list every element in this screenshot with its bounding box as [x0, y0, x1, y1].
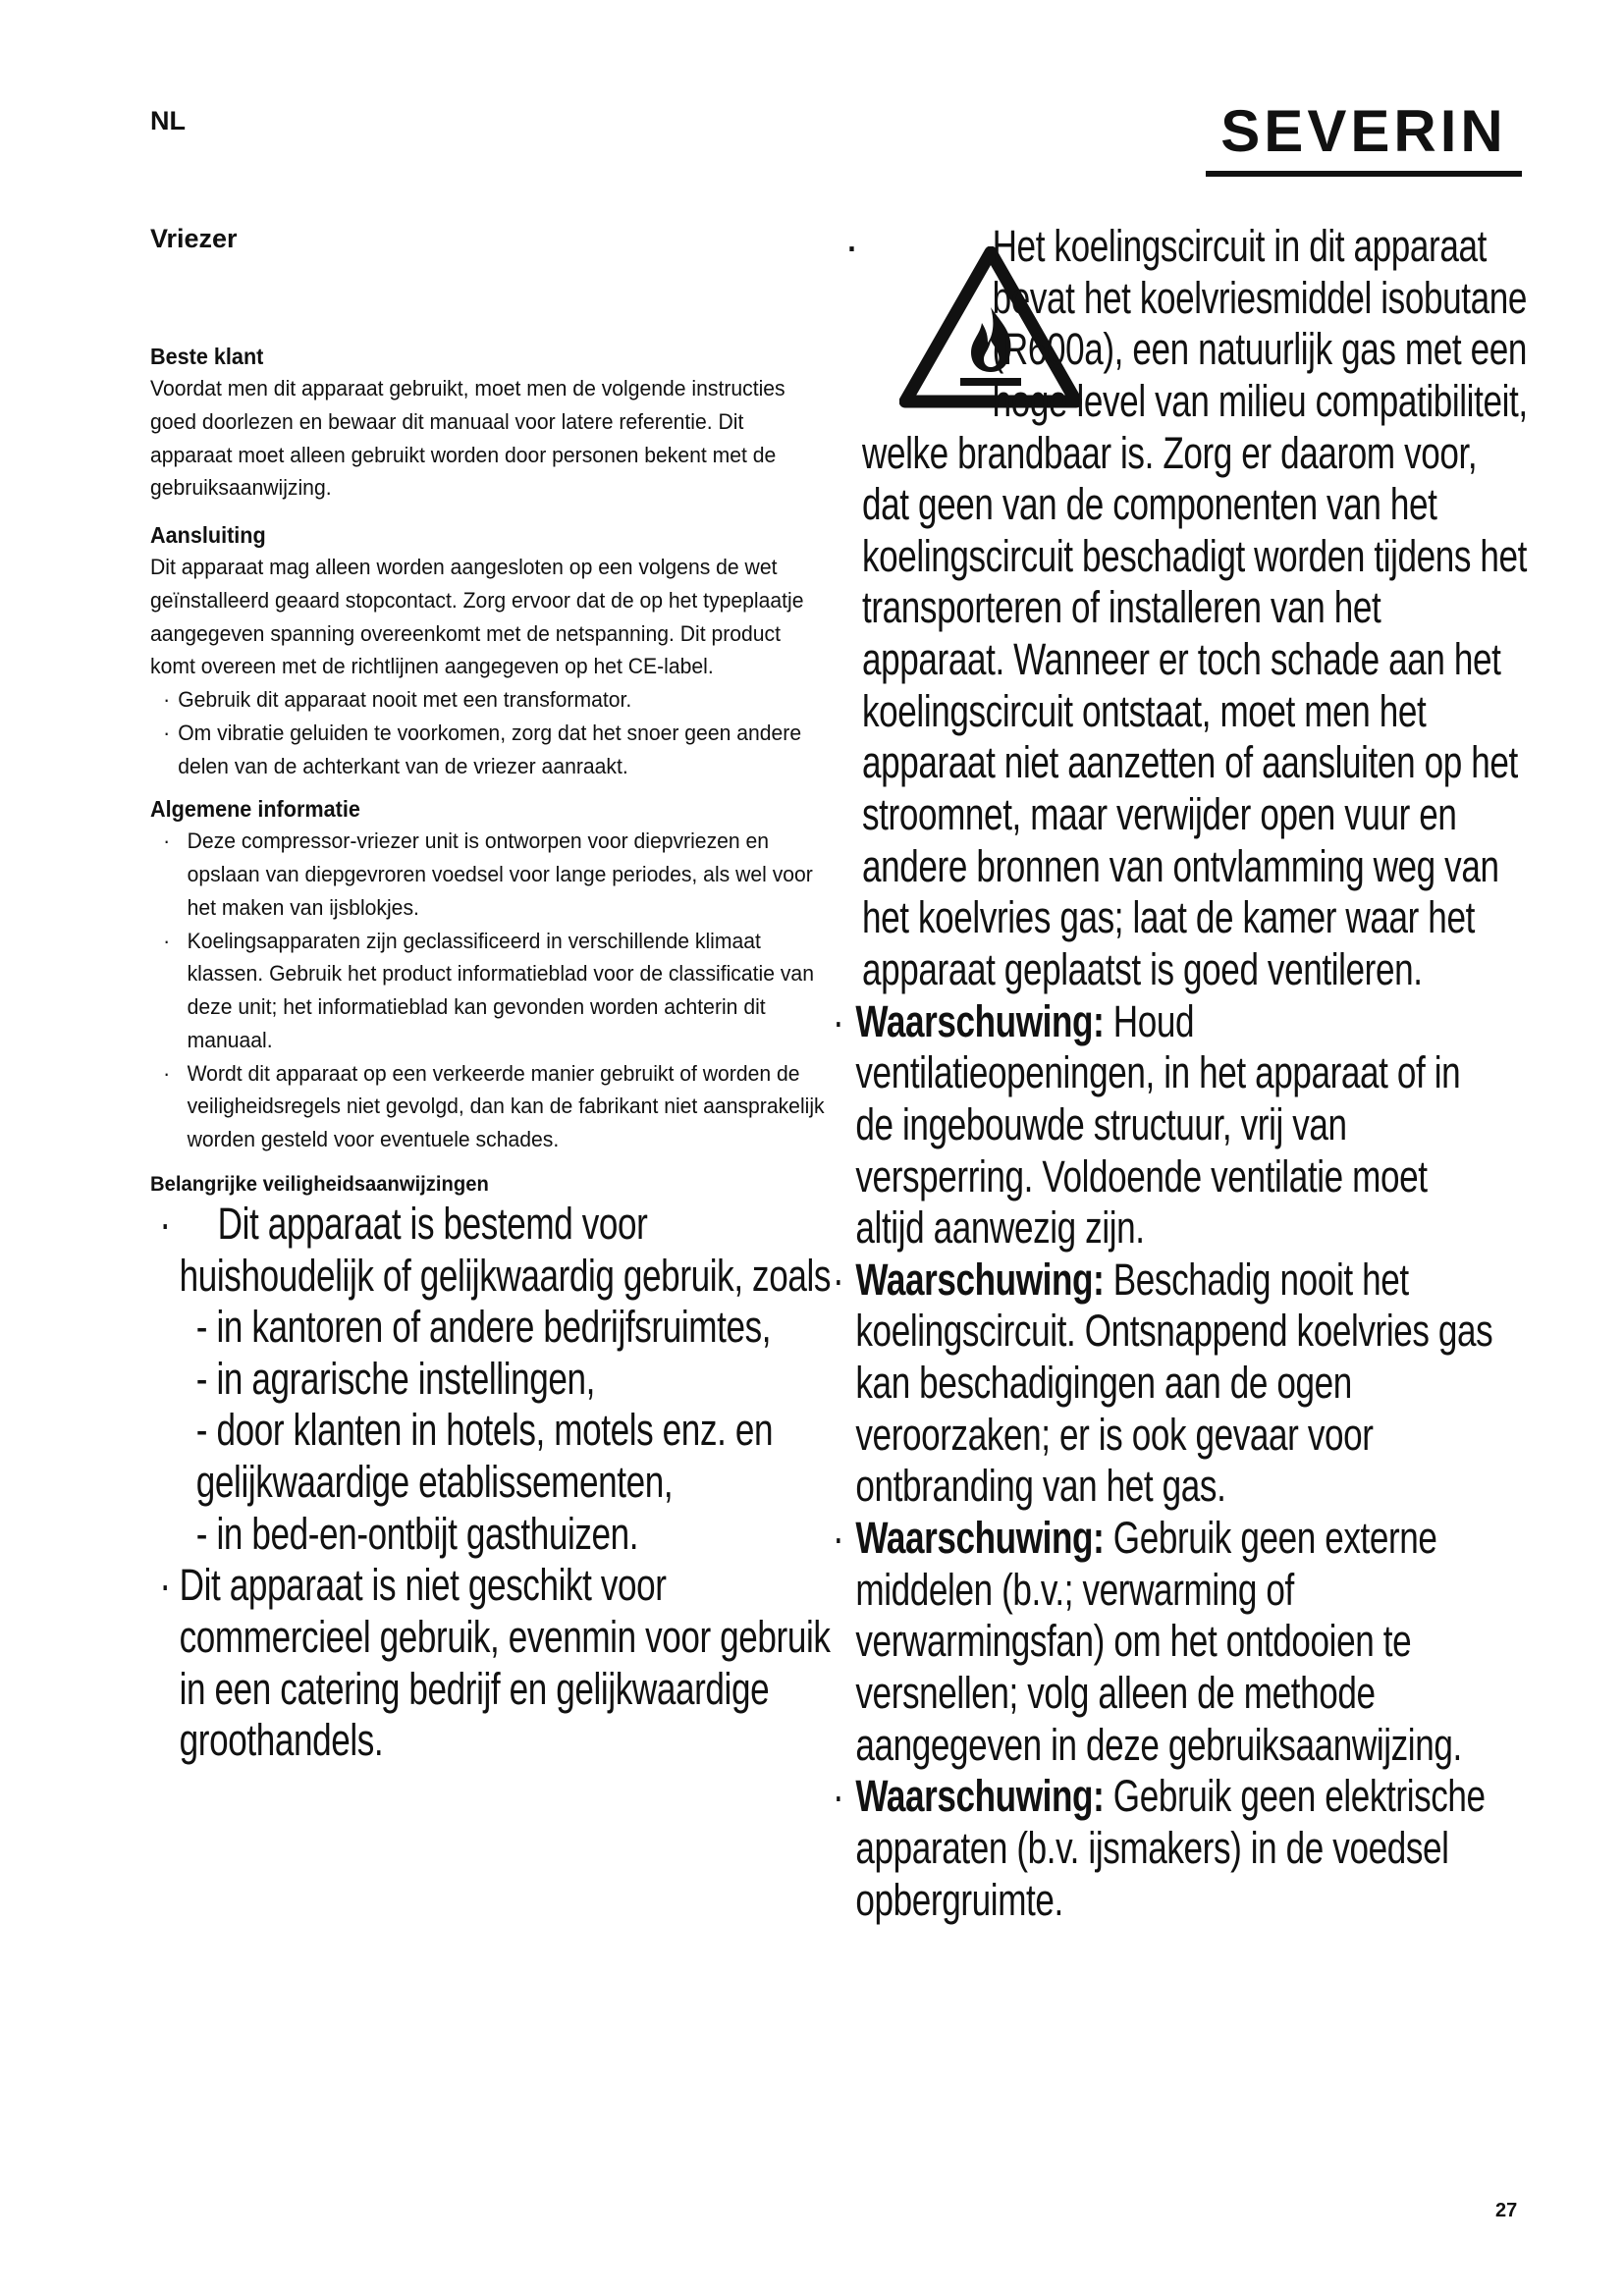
beste-klant-text: Voordat men dit apparaat gebruikt, moet men de volgende instructies goed doorlezen en bewaar dit manuaal voor latere referentie. Dit apparaat moet alleen gebruikt worden door personen bekent met de gebruiksaanwijzing. — [150, 376, 785, 501]
language-code: NL — [150, 106, 186, 135]
sub-item: - in bed-en-ontbijt gasthuizen. — [195, 1508, 639, 1559]
list-item: · Om vibratie geluiden te voorkomen, zorg dat het snoer geen andere delen van de achterkant van de vriezer aanraakt. — [163, 720, 802, 778]
aansluiting-heading: Aansluiting — [150, 522, 266, 549]
flammable-warning — [844, 221, 1530, 996]
page-number: 27 — [1495, 2200, 1518, 2221]
sub-list — [150, 1302, 841, 1560]
aansluiting-text: Dit apparaat mag alleen worden aangesloten op een volgens de wet geïnstalleerd geaard stopcontact. Zorg ervoor dat de op het typeplaatje aangegeven spanning overeenkomt met de netspanning. Dit product komt overeen met de richtlijnen aangegeven op het CE-label. — [150, 555, 804, 679]
sub-item: - door klanten in hotels, motels enz. en gelijkwaardige etablissementen, — [195, 1405, 774, 1508]
warning-label: Waarschuwing: — [855, 1254, 1105, 1305]
warning-label: Waarschuwing: — [855, 995, 1105, 1046]
sub-item: - in kantoren of andere bedrijfsruimtes, — [195, 1302, 772, 1353]
veiligheid-heading: Belangrijke veiligheidsaanwijzingen — [150, 1171, 489, 1196]
list-item: · Waarschuwing: Gebruik geen externe middelen (b.v.; verwarming of verwarmingsfan) om het ontdooien te versnellen; volg alleen de methode aangegeven in deze gebruiksaanwijzing. — [833, 1513, 1462, 1770]
list-item: · Dit apparaat is niet geschikt voor commercieel gebruik, evenmin voor gebruik in een catering bedrijf en gelijkwaardige groothandels. — [159, 1560, 831, 1766]
left-column — [150, 224, 832, 1767]
aansluiting-section — [150, 520, 829, 782]
right-column — [833, 221, 1530, 1926]
bullet: · — [844, 221, 859, 271]
list-item: · Waarschuwing: Gebruik geen elektrische apparaten (b.v. ijsmakers) in de voedsel opbergruimte. — [833, 1771, 1486, 1925]
warnings-list — [833, 996, 1499, 1927]
list-item: · Gebruik dit apparaat nooit met een transformator. — [163, 687, 632, 713]
warning-label: Waarschuwing: — [855, 1513, 1105, 1564]
beste-klant-heading: Beste klant — [150, 344, 264, 369]
beste-klant-section — [150, 342, 829, 505]
list-item: · Deze compressor-vriezer unit is ontworpen voor diepvriezen en opslaan van diepgevroren voedsel voor lange periodes, als wel voor het maken van ijsblokjes. — [163, 828, 813, 920]
veiligheid-heading-wrap — [150, 1170, 829, 1199]
list-item: · Koelingsapparaten zijn geclassificeerd in verschillende klimaat klassen. Gebruik het product informatieblad voor de classificatie van deze unit; het informatieblad kan gevonden worden achterin dit manuaal. — [163, 928, 814, 1052]
algemene-section — [150, 794, 829, 1156]
list-item: · Waarschuwing: Houd ventilatieopeningen, in het apparaat of in de ingebouwde structuur, vrij van versperring. Voldoende ventilatie moet altijd aanwezig zijn. — [833, 995, 1461, 1254]
section-title: Vriezer — [150, 224, 238, 253]
sub-item: - in agrarische instellingen, — [195, 1353, 596, 1404]
veiligheid-body — [150, 1199, 842, 1767]
brand-logo: SEVERIN — [1206, 102, 1522, 177]
algemene-heading: Algemene informatie — [150, 796, 360, 823]
list-item: · Wordt dit apparaat op een verkeerde manier gebruikt of worden de veiligheidsregels niet gevolgd, dan kan de fabrikant niet aansprakelijk worden gesteld voor eventuele schades. — [163, 1060, 825, 1152]
koeling-text: Het koelingscircuit in dit apparaat bevat het koelvriesmiddel isobutane (R600a), een natuurlijk gas met een hoge level van milieu compatibiliteit, welke brandbaar is. Zorg er daarom voor, dat geen van de componenten van het koelingscircuit beschadigt worden tijdens het transporteren of installeren van het apparaat. Wanneer er toch schade aan het koelingscircuit ontstaat, moet men het apparaat niet aanzetten of aansluiten op het stroomnet, maar verwijder open vuur en andere bronnen van ontvlamming weg van het koelvries gas; laat de kamer waar het apparaat geplaatst is goed ventileren. — [862, 221, 1528, 994]
list-item: · Dit apparaat is bestemd voor huishoudelijk of gelijkwaardig gebruik, zoals — [159, 1198, 832, 1301]
list-item: · Waarschuwing: Beschadig nooit het koelingscircuit. Ontsnappend koelvries gas kan beschadigingen aan de ogen veroorzaken; er is ook gevaar voor ontbranding van het gas. — [833, 1254, 1493, 1512]
warning-label: Waarschuwing: — [855, 1771, 1105, 1822]
